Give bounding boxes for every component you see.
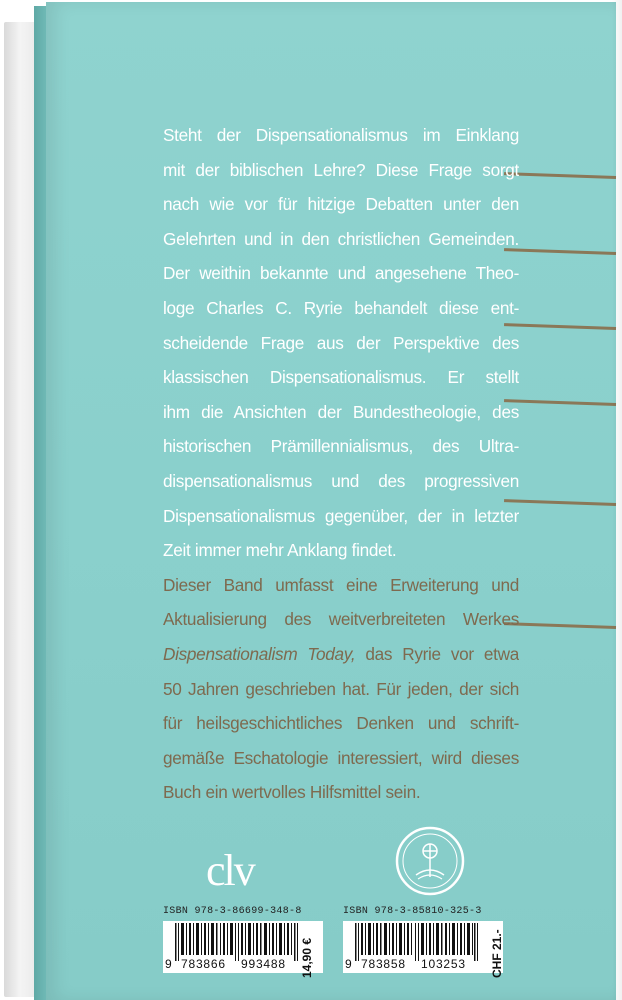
blurb-line: 50 Jahren geschrieben hat. Für jeden, der sich bbox=[163, 678, 519, 699]
blurb-line: nach wie vor für hitzige Debatten unter den bbox=[163, 194, 519, 215]
barcode-digits-group: 783866 bbox=[181, 957, 226, 971]
isbn-label-left: ISBN 978-3-86699-348-8 bbox=[163, 906, 302, 917]
barcode-digits-group: 783858 bbox=[361, 957, 406, 971]
blurb-line-with-title bbox=[163, 637, 519, 672]
blurb-line: Buch ein wertvolles Hilfsmittel sein. bbox=[163, 782, 421, 803]
blurb-line: klassischen Dispensationalismus. Er stellt bbox=[163, 367, 519, 388]
blurb-line: Steht der Dispensationalismus im Einklang bbox=[163, 125, 519, 145]
blurb-line: gemäße Eschatologie interessiert, wird dieses bbox=[163, 747, 519, 768]
price-chf: CHF 21.- bbox=[490, 929, 504, 978]
barcode-digits-group: 103253 bbox=[421, 957, 466, 971]
blurb-line: Der weithin bekannte und angesehene Theo- bbox=[163, 263, 519, 284]
blurb-line: Dieser Band umfasst eine Erweiterung und bbox=[163, 574, 519, 595]
blurb-text bbox=[163, 118, 519, 810]
clv-logo: clv bbox=[206, 846, 254, 895]
blurb-line: loge Charles C. Ryrie behandelt diese ent- bbox=[163, 297, 519, 318]
blurb-line: für heilsgeschichtliches Denken und schrift- bbox=[163, 713, 519, 734]
isbn-label-right: ISBN 978-3-85810-325-3 bbox=[343, 906, 482, 917]
blurb-line: ihm die Ansichten der Bundestheologie, des bbox=[163, 401, 519, 422]
blurb-line: Gelehrten und in den christlichen Gemeinden. bbox=[163, 228, 519, 249]
blurb-line: Aktualisierung des weitverbreiteten Werkes bbox=[163, 609, 519, 630]
barcode-left bbox=[163, 921, 323, 973]
blurb-line: mit der biblischen Lehre? Diese Frage sorgt bbox=[163, 159, 519, 180]
blurb-line: Zeit immer mehr Anklang findet. bbox=[163, 540, 397, 561]
barcode-right bbox=[343, 921, 503, 973]
barcode-digits-group: 993488 bbox=[241, 957, 286, 971]
barcode-lead-digit: 9 bbox=[165, 957, 173, 971]
price-euro: 14,90 € bbox=[300, 937, 314, 978]
seal-emblem-icon bbox=[394, 825, 466, 897]
edge-shadow bbox=[612, 0, 622, 1000]
blurb-line: scheidende Frage aus der Perspektive des bbox=[163, 332, 519, 353]
blurb-line-rest: das Ryrie vor etwa bbox=[365, 643, 519, 664]
book-title-italic: Dispensationalism Today, bbox=[163, 643, 356, 664]
blurb-line: historischen Prämillennialismus, des Ultra- bbox=[163, 436, 519, 457]
barcode-lead-digit: 9 bbox=[345, 957, 353, 971]
blurb-line: Dispensationalismus gegenüber, der in letzter bbox=[163, 505, 519, 526]
blurb-line: dispensationalismus und des progressiven bbox=[163, 470, 519, 491]
